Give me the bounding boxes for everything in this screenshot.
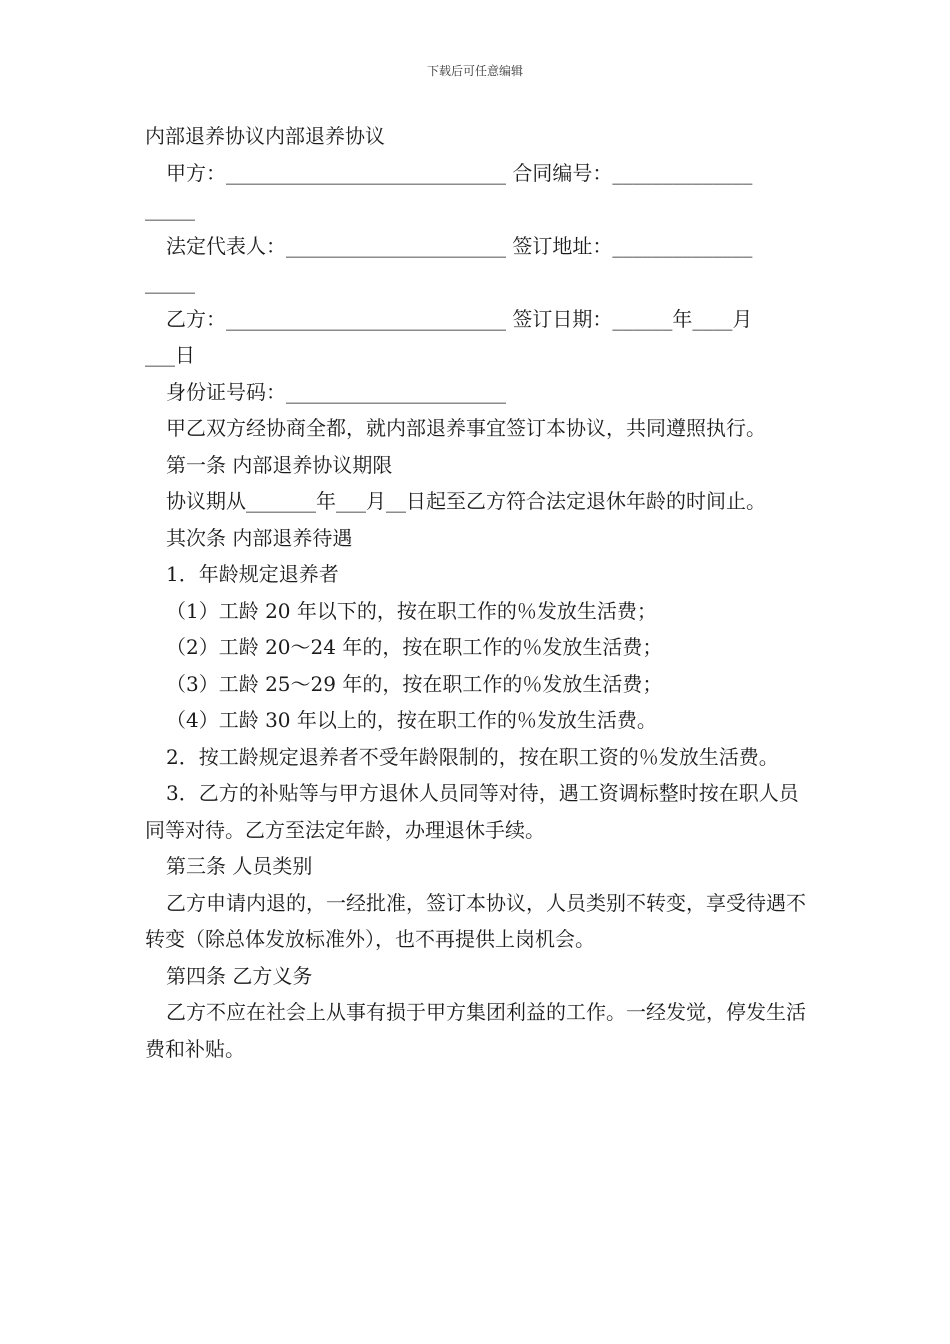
party-a-line: 甲方：____________________________ 合同编号：______________ [166, 160, 753, 185]
article-3-body: 乙方申请内退的，一经批准，签订本协议，人员类别不转变，享受待遇不转变（除总体发放标准外），也不再提供上岗机会。 [145, 890, 806, 951]
header-note: 下载后可任意编辑 [426, 64, 523, 78]
party-b-line-wrap: ___日 [145, 343, 195, 367]
article-2-item-3: 3．乙方的补贴等与甲方退休人员同等对待，遇工资调标整时按在职人员同等对待。乙方至法定年龄，办理退休手续。 [145, 781, 799, 842]
article-2-item-1d: （4）工龄 30 年以上的，按在职工作的％发放生活费。 [166, 708, 657, 732]
article-2-item-1a: （1）工龄 20 年以下的，按在职工作的％发放生活费； [166, 598, 657, 623]
article-2-item-1: 1．年龄规定退养者 [166, 562, 339, 586]
article-1-body: 协议期从_______年___月__日起至乙方符合法定退休年龄的时间止。 [166, 489, 766, 513]
document-title: 内部退养协议内部退养协议 [145, 124, 385, 148]
document-body [145, 118, 810, 1067]
article-2-item-2: 2．按工龄规定退养者不受年龄限制的，按在职工资的％发放生活费。 [166, 744, 779, 769]
article-4-body: 乙方不应在社会上从事有损于甲方集团利益的工作。一经发觉，停发生活费和补贴。 [145, 1000, 806, 1061]
article-2-title: 其次条 内部退养待遇 [166, 525, 353, 550]
legal-representative-line-wrap: _____ [145, 270, 195, 294]
article-1-title: 第一条 内部退养协议期限 [166, 452, 393, 477]
party-a-line-wrap: _____ [145, 197, 195, 221]
article-2-item-1c: （3）工龄 25～29 年的，按在职工作的％发放生活费； [166, 671, 663, 696]
article-3-title: 第三条 人员类别 [166, 854, 313, 878]
article-2-item-1b: （2）工龄 20～24 年的，按在职工作的％发放生活费； [166, 635, 663, 659]
id-number-line: 身份证号码：______________________ [166, 379, 506, 404]
party-b-line: 乙方：____________________________ 签订日期：______年____月 [166, 306, 753, 331]
intro-paragraph: 甲乙双方经协商全都，就内部退养事宜签订本协议，共同遵照执行。 [166, 416, 766, 440]
legal-representative-line: 法定代表人：______________________ 签订地址：______________ [166, 233, 753, 258]
article-4-title: 第四条 乙方义务 [166, 963, 313, 988]
